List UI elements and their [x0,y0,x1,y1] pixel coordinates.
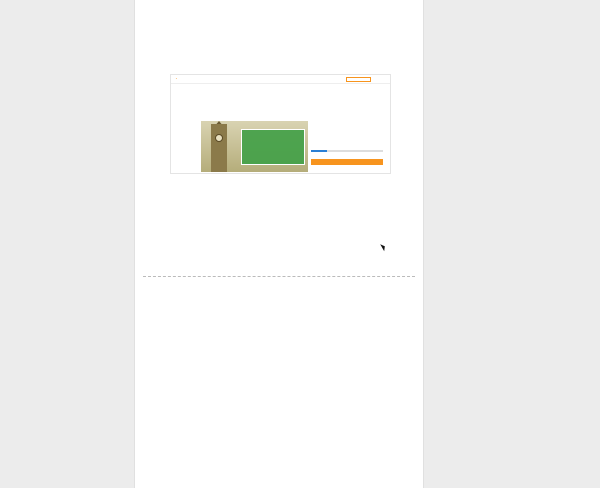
cf-pledge-button [311,159,383,165]
cf-info-panel [311,121,383,172]
cf-start-button [346,77,371,82]
cf-project-image [201,121,308,172]
big-ben-tower [211,124,227,172]
crowdfunder-screenshot[interactable] [170,74,391,174]
crowdfunder-nav [171,75,390,84]
crowdfunder-logo [175,77,177,81]
cf-image-caption [241,129,305,165]
chart-plot [168,336,388,476]
big-ben-clock [215,134,223,142]
prison-cost-chart[interactable] [168,336,388,476]
cf-progress-bar [311,150,383,152]
section-divider [143,276,415,277]
cf-progress-fill [311,150,327,152]
share-buttons [201,242,357,251]
crowdfunder-logo-icon: ◔ [175,77,178,81]
